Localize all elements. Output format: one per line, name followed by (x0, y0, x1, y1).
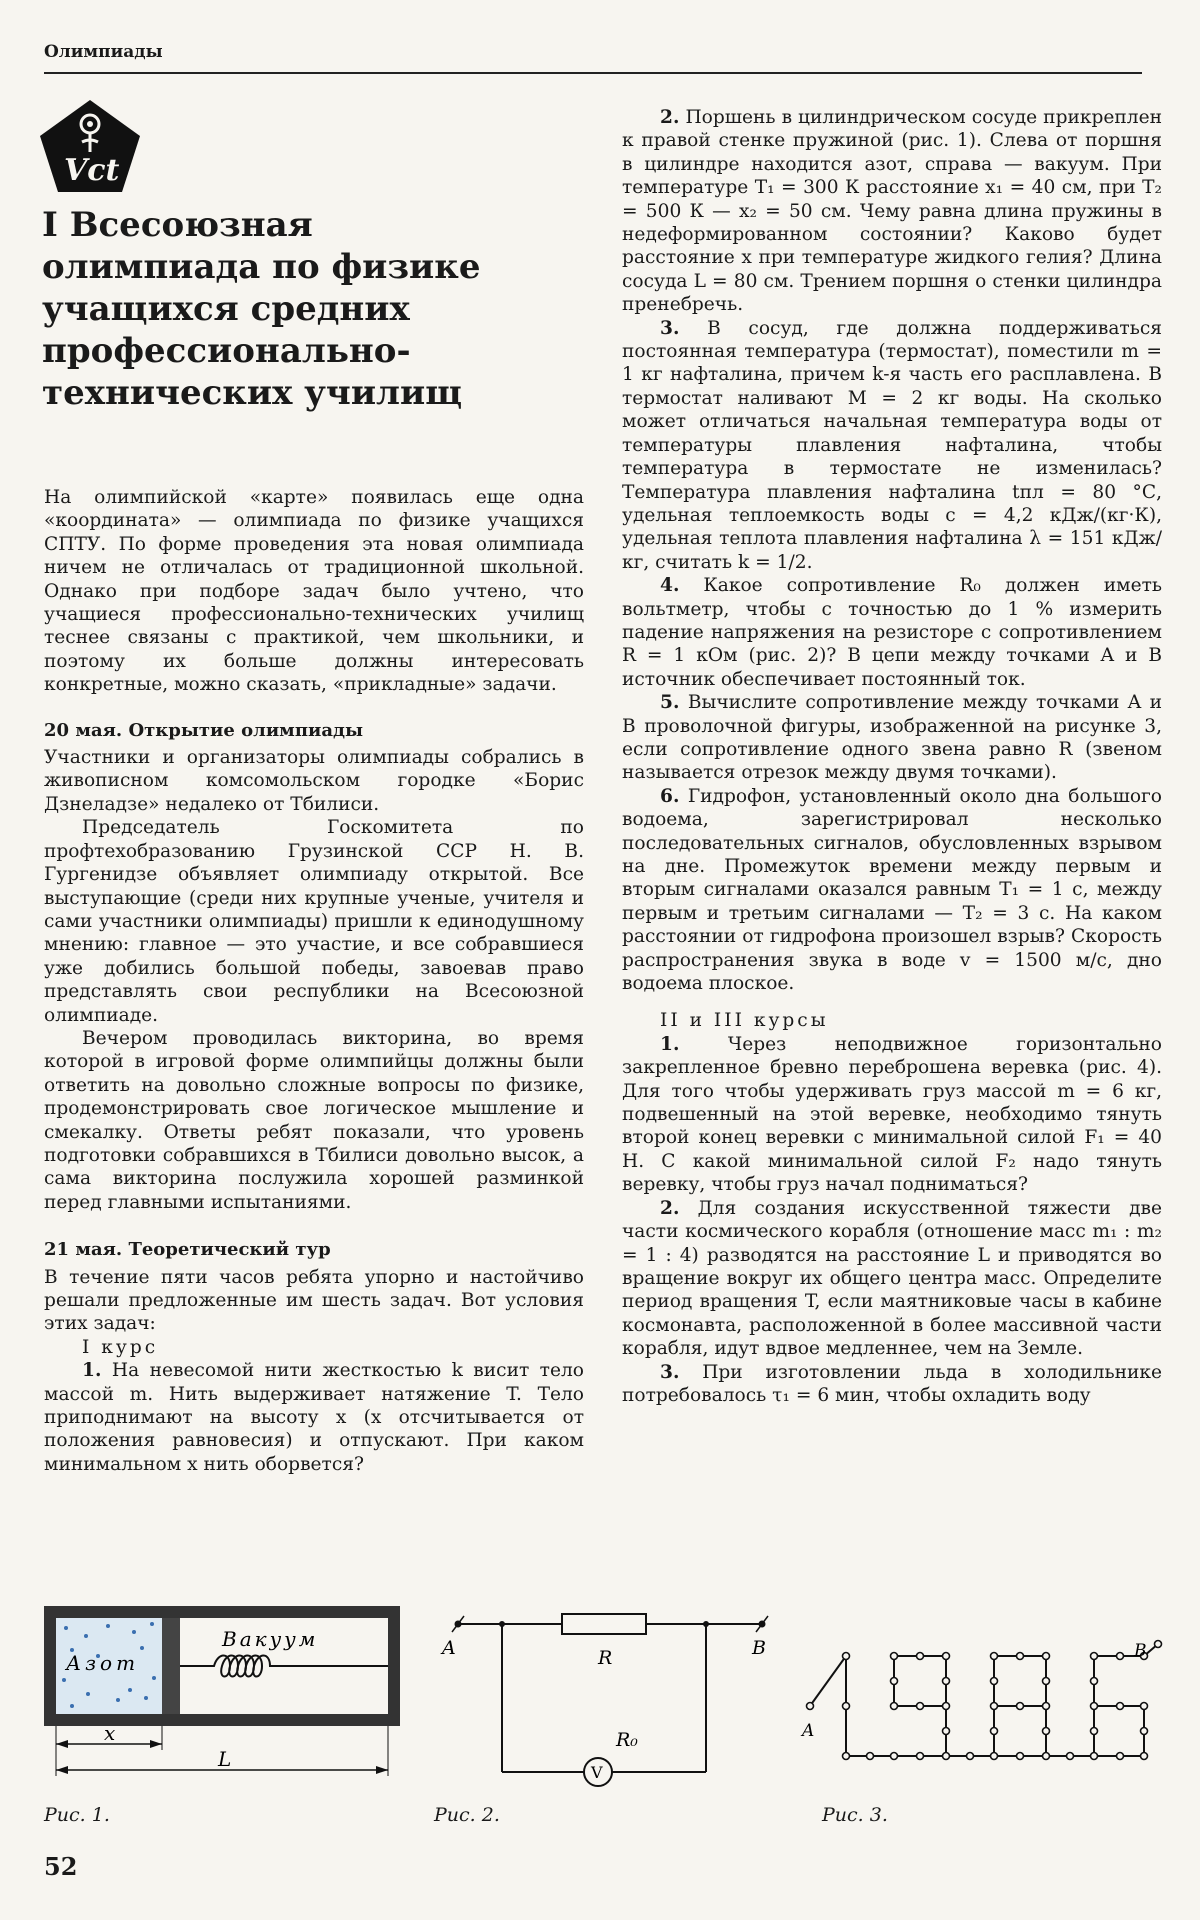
wire-links (810, 1644, 1158, 1756)
task-number: 1. (660, 1033, 680, 1055)
figure-2-caption: Рис. 2. (434, 1804, 500, 1826)
label-A: A (442, 1637, 456, 1659)
task-text: Через неподвижное горизонтально закрепленное бревно переброшена веревка (рис. 4). Для того чтобы удерживать груз массой m = 6 кг, подвешенный на этой веревке, необходимо тянуть второй конец веревки с минимальной силой F₁ = 40 Н. С какой минимальной силой F₂ надо тянуть веревку, чтобы груз начал подниматься? (622, 1033, 1162, 1196)
task-text: При изготовлении льда в холодильнике потребовалось τ₁ = 6 мин, чтобы охладить воду (622, 1361, 1162, 1406)
figure-1-cylinder (42, 1600, 402, 1800)
figure-3-caption: Рис. 3. (822, 1804, 888, 1826)
task-number: 3. (660, 317, 680, 339)
task-number: 1. (82, 1360, 102, 1382)
title-line: учащихся средних (42, 289, 410, 329)
article-title (42, 204, 492, 414)
title-line: технических училищ (42, 373, 463, 413)
voltmeter-label: V (591, 1763, 603, 1782)
task-3 (622, 317, 1162, 574)
label-B: B (752, 1637, 766, 1659)
label-x: x (104, 1721, 116, 1745)
label-A: A (802, 1721, 815, 1741)
task-6 (622, 785, 1162, 996)
task-text: Поршень в цилиндрическом сосуде прикреплен к правой стенке пружиной (рис. 1). Слева от поршня в цилиндре находится азот, справа — вакуум. При температуре T₁ = 300 К расстояние x₁ = 40 см, при T₂ = 500 К — x₂ = 50 см. Чему равна длина пружины в недеформированном состоянии? Каково будет расстояние x при температуре жидкого гелия? Длина сосуда L = 80 см. Трением поршня о стенки цилиндра пренебречь. (622, 107, 1162, 316)
olympiad-logo (36, 96, 144, 196)
resistor-R (562, 1614, 646, 1634)
task-text: В сосуд, где должна поддерживаться постоянная температура (термостат), поместили m = 1 кг нафталина, причем k-я часть его расплавлена. В термостат наливают M = 2 кг воды. На сколько может отличаться начальная температура воды от температуры плавления нафталина, чтобы температура в термостате не изменилась? Температура плавления нафталина tпл = 80 °С, удельная теплоемкость воды c = 4,2 кДж/(кг·К), удельная теплота плавления нафталина λ = 151 кДж/кг, считать k = 1/2. (622, 317, 1162, 573)
header-rule (44, 72, 1142, 74)
intro-paragraph: На олимпийской «карте» появилась еще одна «координата» — олимпиада по физике учащихся СПТУ. По форме проведения эта новая олимпиада ничем не отличалась от традиционной школьной. Однако при подборе задач было учтено, что учащиеся профессионально-технических училищ теснее связаны с практикой, чем школьники, и поэтому их больше должны интересовать конкретные, можно сказать, «прикладные» задачи. (44, 487, 584, 696)
task-c1 (622, 1033, 1162, 1197)
course-label: I курс (82, 1336, 159, 1358)
task-text: Вычислите сопротивление между точками A и B проволочной фигуры, изображенной на рисунке 3, если сопротивление одного звена равно R (звеном называется отрезок между двумя точками). (622, 692, 1162, 784)
label-nitrogen: Азот (66, 1651, 140, 1675)
right-column (622, 106, 1162, 1407)
left-column (44, 486, 584, 1476)
label-R: R (598, 1647, 613, 1669)
wire-nodes (807, 1641, 1162, 1760)
title-line: олимпиада по физике (42, 247, 481, 287)
label-R0: R₀ (616, 1729, 638, 1751)
task-number: 2. (660, 1197, 680, 1219)
paragraph: Вечером проводилась викторина, во время которой в игровой форме олимпийцы должны были ответить на довольно сложные вопросы по физике, продемонстрировать свое логическое мышление и смекалку. Ответы ребят показали, что уровень подготовки собравшихся в Тбилиси довольно высок, а сама викторина послужила хорошей разминкой перед главными испытаниями. (44, 1027, 584, 1213)
section-heading-opening: 20 мая. Открытие олимпиады (44, 719, 364, 741)
piston (162, 1618, 180, 1714)
course-label: II и III курсы (660, 1010, 829, 1032)
task-text: На невесомой нити жесткостью k висит тело массой m. Нить выдерживает натяжение T. Тело приподнимают на высоту x (x отсчитывается от положения равновесия) и отпускают. При каком минимальном x нить оборвется? (44, 1360, 584, 1475)
task-number: 2. (660, 107, 680, 128)
paragraph: В течение пяти часов ребята упорно и настойчиво решали предложенные им шесть задач. Вот условия этих задач: (44, 1266, 584, 1335)
page-number: 52 (44, 1852, 78, 1881)
task-1 (44, 1359, 584, 1476)
task-5 (622, 691, 1162, 785)
paragraph: Председатель Госкомитета по профтехобразованию Грузинской ССР Н. В. Гургенидзе объявляет олимпиаду открытой. Все выступающие (среди них крупные ученые, учителя и сами участники олимпиады) пришли к единодушному мнению: главное — это участие, и все собравшиеся уже добились большой победы, завоевав право представлять свои республики на Всесоюзной олимпиаде. (44, 817, 584, 1026)
label-L: L (218, 1747, 232, 1771)
task-4 (622, 574, 1162, 691)
figure-1-caption: Рис. 1. (44, 1804, 110, 1826)
label-B: B (1134, 1641, 1147, 1661)
task-c3 (622, 1361, 1162, 1408)
task-text: Какое сопротивление R₀ должен иметь вольтметр, чтобы с точностью до 1 % измерить падение напряжения на резисторе с сопротивлением R = 1 кОм (рис. 2)? В цепи между точками A и B источник обеспечивает постоянный ток. (622, 575, 1162, 690)
section-heading-theory: 21 мая. Теоретический тур (44, 1239, 331, 1261)
task-text: Гидрофон, установленный около дна большого водоема, зарегистрировал несколько последовательных сигналов, обусловленных взрывом на дне. Промежуток времени между первым и вторым сигналами оказался равным T₁ = 1 с, между первым и третьим сигналами — T₂ = 3 с. На каком расстоянии от гидрофона произошел взрыв? Скорость распространения звука в воде v = 1500 м/с, дно водоема плоское. (622, 785, 1162, 995)
figure-2-circuit (440, 1606, 780, 1796)
task-text: Для создания искусственной тяжести две части космического корабля (отношение масс m₁ : m₂ = 1 : 4) разводятся на расстояние L и приводятся во вращение вокруг их общего центра масс. Определите период вращения T, если маятниковые часы в кабине космонавта, расположенной в более массивной части корабля, идут вдвое медленнее, чем на Земле. (622, 1197, 1162, 1360)
title-line: I Всесоюзная (42, 205, 313, 245)
task-number: 6. (660, 785, 680, 807)
task-c2 (622, 1197, 1162, 1361)
section-header: Олимпиады (44, 42, 163, 62)
figure-3-wire-1986 (796, 1636, 1166, 1796)
logo-text: Vct (64, 153, 120, 188)
task-number: 5. (660, 692, 680, 714)
task-2 (622, 106, 1162, 317)
label-vacuum: Вакуум (222, 1627, 319, 1651)
title-line: профессионально- (42, 331, 411, 371)
task-number: 4. (660, 575, 680, 597)
task-number: 3. (660, 1361, 680, 1383)
paragraph: Участники и организаторы олимпиады собрались в живописном комсомольском городке «Борис Дзнеладзе» недалеко от Тбилиси. (44, 747, 584, 815)
